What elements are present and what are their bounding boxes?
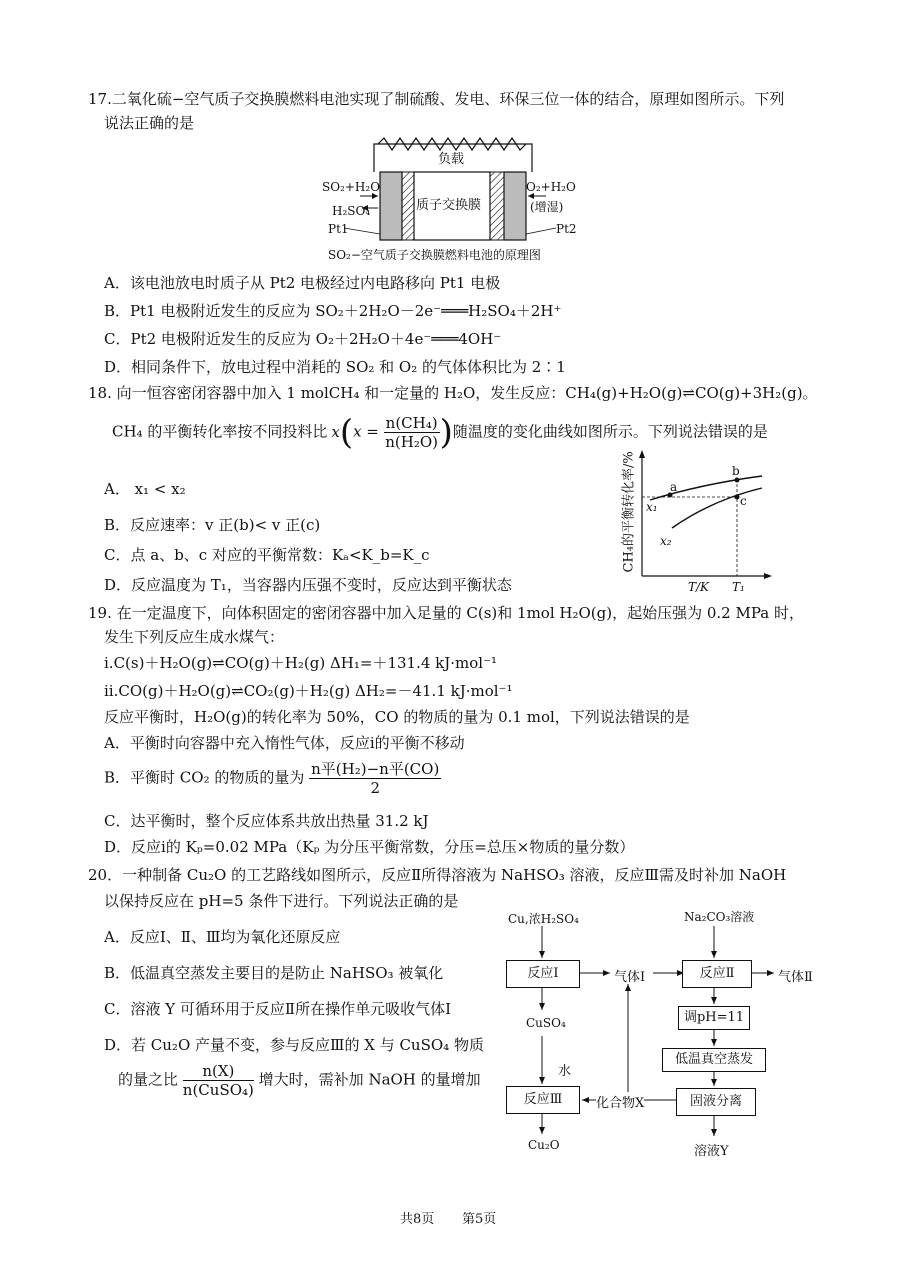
q20-option-a: A．反应Ⅰ、Ⅱ、Ⅲ均为氧化还原反应 bbox=[104, 928, 341, 946]
pt2-label: Pt2 bbox=[556, 222, 577, 236]
q19-stem-line1: 19. 在一定温度下，向体积固定的密闭容器中加入足量的 C(s)和 1mol H₂O(g)，起始压强为 0.2 MPa 时， bbox=[88, 604, 804, 622]
evaporation-box: 低温真空蒸发 bbox=[662, 1048, 766, 1072]
footer-page-number: 第5页 bbox=[462, 1212, 497, 1227]
graph-t1-label: T₁ bbox=[732, 580, 745, 594]
q17-stem-line1: 17.二氧化硫−空气质子交换膜燃料电池实现了制硫酸、发电、环保三位一体的结合，原理如图所示。下列 bbox=[88, 90, 785, 108]
solution-y-label: 溶液Y bbox=[694, 1144, 729, 1159]
q20-option-d-line1: D．若 Cu₂O 产量不变，参与反应Ⅲ的 X 与 CuSO₄ 物质 bbox=[104, 1036, 484, 1054]
ratio-numerator: n(CH₄) bbox=[385, 414, 438, 432]
reaction-3-box: 反应Ⅲ bbox=[506, 1086, 580, 1114]
q19-reaction-2: ⅱ.CO(g)＋H₂O(g)⇌CO₂(g)＋H₂(g) ΔH₂=－41.1 kJ·mol⁻¹ bbox=[104, 682, 513, 700]
q18-stem-part-b: 随温度的变化曲线如图所示。下列说法错误的是 bbox=[452, 422, 768, 441]
q18-option-d: D．反应温度为 T₁，当容器内压强不变时，反应达到平衡状态 bbox=[104, 576, 512, 594]
q17-option-c: C．Pt2 电极附近发生的反应为 O₂＋2H₂O＋4e⁻═══4OH⁻ bbox=[104, 330, 502, 348]
compound-x-label: 化合物X bbox=[596, 1092, 644, 1111]
q20-option-d-prefix: 的量之比 bbox=[118, 1070, 179, 1089]
input-cu-acid: Cu,浓H₂SO₄ bbox=[508, 912, 579, 926]
graph-ylabel: CH₄的平衡转化率/% bbox=[621, 451, 637, 573]
ratio-symbol: x bbox=[331, 422, 340, 441]
label-c: c bbox=[740, 494, 747, 508]
membrane-label: 质子交换膜 bbox=[416, 198, 482, 213]
q18-stem-line1: 18. 向一恒容密闭容器中加入 1 molCH₄ 和一定量的 H₂O，发生反应：CH₄(g)+H₂O(g)⇌CO(g)+3H₂(g)。 bbox=[88, 384, 818, 402]
cu2o-label: Cu₂O bbox=[528, 1138, 560, 1152]
label-a: a bbox=[670, 480, 678, 494]
process-flowchart bbox=[498, 900, 838, 1160]
reaction-1-box: 反应Ⅰ bbox=[506, 960, 580, 988]
q20-option-b: B．低温真空蒸发主要目的是防止 NaHSO₃ 被氧化 bbox=[104, 964, 444, 982]
curve-x2 bbox=[672, 488, 762, 528]
graph-xlabel: T/K bbox=[688, 580, 710, 594]
q18-stem-line2: CH₄ 的平衡转化率按不同投料比 x(x = $\frac{\text{n(CH₄)}}{\text{n(H₂O)}}$ )随温度的变化曲线如图所示。下列说法错误的是 bbox=[112, 412, 768, 453]
gas-1-label: 气体Ⅰ bbox=[614, 970, 646, 985]
label-x2: x₂ bbox=[660, 534, 672, 548]
left-input-label: SO₂+H₂O bbox=[322, 180, 381, 194]
q19-option-b-denominator: 2 bbox=[370, 779, 380, 797]
right-note-label: (增湿) bbox=[530, 200, 564, 214]
right-input-label: O₂+H₂O bbox=[526, 180, 576, 194]
point-c bbox=[735, 495, 740, 500]
ratio-eq: x = bbox=[353, 422, 379, 441]
q20-option-d-suffix: 增大时，需补加 NaOH 的量增加 bbox=[258, 1070, 481, 1089]
q20-stem-line1: 20．一种制备 Cu₂O 的工艺路线如图所示，反应Ⅱ所得溶液为 NaHSO₃ 溶液，反应Ⅲ需及时补加 NaOH bbox=[88, 866, 787, 884]
q20-option-c: C．溶液 Y 可循环用于反应Ⅱ所在操作单元吸收气体Ⅰ bbox=[104, 1000, 452, 1018]
q19-stem-line3: 反应平衡时，H₂O(g)的转化率为 50%，CO 的物质的量为 0.1 mol，下列说法错误的是 bbox=[104, 708, 690, 726]
q19-option-c: C．达平衡时，整个反应体系共放出热量 31.2 kJ bbox=[104, 812, 429, 830]
reaction-2-box: 反应Ⅱ bbox=[682, 960, 752, 988]
ratio-denominator: n(H₂O) bbox=[385, 433, 438, 451]
q19-option-b bbox=[104, 760, 441, 797]
q20-option-d-fraction bbox=[183, 1062, 254, 1099]
q20-stem-line2: 以保持反应在 pH=5 条件下进行。下列说法正确的是 bbox=[104, 892, 459, 910]
q19-option-a: A．平衡时向容器中充入惰性气体，反应ⅰ的平衡不移动 bbox=[104, 734, 465, 752]
q19-option-d: D．反应ⅰ的 Kₚ=0.02 MPa（Kₚ 为分压平衡常数，分压=总压×物质的量分数） bbox=[104, 838, 635, 856]
point-b bbox=[735, 478, 740, 483]
left-output-label: H₂SO₄ bbox=[332, 204, 371, 218]
q18-option-c: C．点 a、b、c 对应的平衡常数：Kₐ<K_b=K_c bbox=[104, 546, 430, 564]
q19-option-b-fraction bbox=[309, 760, 441, 797]
conversion-graph bbox=[612, 448, 782, 598]
q17-option-d: D．相同条件下，放电过程中消耗的 SO₂ 和 O₂ 的气体体积比为 2∶1 bbox=[104, 358, 566, 376]
separation-box: 固液分离 bbox=[676, 1088, 756, 1116]
q19-option-b-numerator: n平(H₂)−n平(CO) bbox=[311, 760, 440, 778]
label-x1: x₁ bbox=[646, 500, 658, 514]
fuel-cell-diagram bbox=[318, 136, 588, 264]
q20-option-d-numerator: n(X) bbox=[183, 1062, 254, 1081]
ratio-fraction bbox=[384, 414, 440, 451]
input-na2co3: Na₂CO₃溶液 bbox=[684, 910, 755, 924]
q17-option-a: A．该电池放电时质子从 Pt2 电极经过内电路移向 Pt1 电极 bbox=[104, 274, 501, 292]
q17-stem-line2: 说法正确的是 bbox=[104, 114, 195, 132]
pt1-label: Pt1 bbox=[328, 222, 349, 236]
gas-2-label: 气体Ⅱ bbox=[778, 970, 813, 985]
q18-stem-part-a: CH₄ 的平衡转化率按不同投料比 bbox=[112, 422, 328, 441]
label-b: b bbox=[732, 464, 740, 478]
load-label: 负载 bbox=[438, 152, 465, 167]
q19-reaction-1: ⅰ.C(s)＋H₂O(g)⇌CO(g)＋H₂(g) ΔH₁=＋131.4 kJ·mol⁻¹ bbox=[104, 654, 498, 672]
q20-option-d-denominator: n(CuSO₄) bbox=[182, 1081, 254, 1099]
water-label: 水 bbox=[558, 1064, 572, 1079]
q18-option-a: A． x₁ < x₂ bbox=[104, 480, 186, 498]
q19-stem-line2: 发生下列反应生成水煤气： bbox=[104, 628, 285, 646]
adjust-ph-box: 调pH=11 bbox=[678, 1006, 750, 1030]
footer-total-pages: 共8页 bbox=[400, 1212, 435, 1227]
q20-option-d-line2 bbox=[118, 1062, 481, 1099]
q19-option-b-prefix: B．平衡时 CO₂ 的物质的量为 bbox=[104, 768, 305, 787]
q17-option-b: B．Pt1 电极附近发生的反应为 SO₂＋2H₂O－2e⁻═══H₂SO₄＋2H⁺ bbox=[104, 302, 562, 320]
fuel-cell-caption: SO₂−空气质子交换膜燃料电池的原理图 bbox=[328, 248, 541, 262]
cuso4-label: CuSO₄ bbox=[526, 1016, 566, 1030]
q18-option-b: B．反应速率：v 正(b)< v 正(c) bbox=[104, 516, 321, 534]
